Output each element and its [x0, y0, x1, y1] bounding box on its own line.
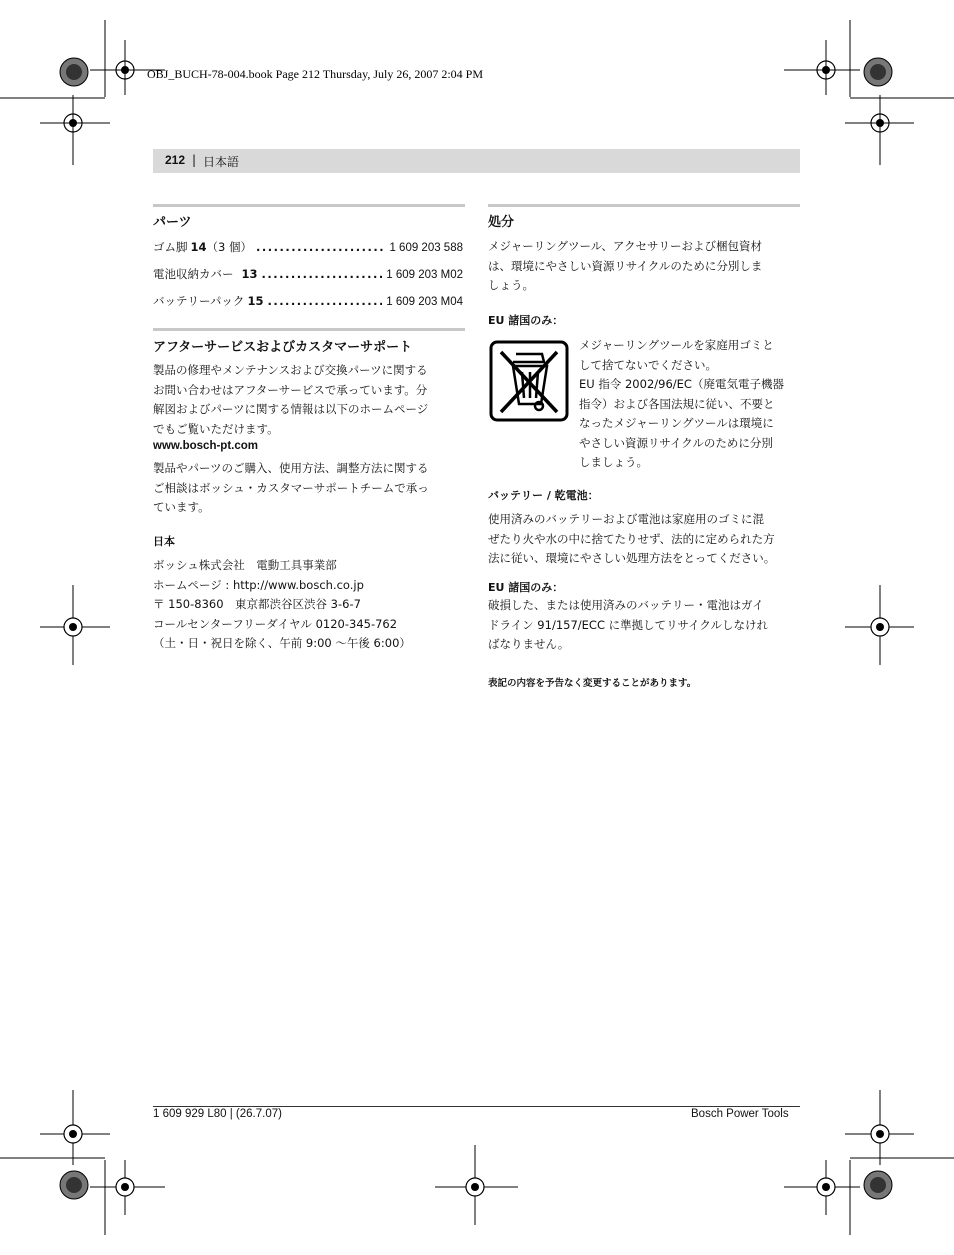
service-title: アフターサービスおよびカスタマーサポート	[153, 340, 413, 355]
address-block	[153, 556, 411, 654]
paragraph-line: EU 指令 2002/96/EC（廃電気電子機器	[579, 377, 784, 391]
print-slug: OBJ_BUCH-78-004.book Page 212 Thursday, July 26, 2007 2:04 PM	[147, 67, 484, 81]
paragraph-line: ばなりません。	[488, 637, 570, 651]
paragraph-line: 製品やパーツのご購入、使用方法、調整方法に関する	[153, 461, 429, 475]
paragraph-line: お問い合わせはアフターサービスで承っています。分	[153, 382, 428, 397]
paragraph-line: 指令）および各国法規に従い、不要と	[579, 396, 775, 411]
paragraph-line: しましょう。	[579, 455, 648, 469]
eu-disposal-text	[579, 336, 784, 473]
paragraph-line: は、環境にやさしい資源リサイクルのために分別しま	[488, 258, 763, 273]
part-code: 1 609 203 M02	[386, 269, 463, 281]
address-line: （土・日・祝日を除く、午前 9:00 〜午後 6:00）	[153, 636, 411, 650]
page-number: 212	[165, 153, 186, 167]
part-name: 電池収納カバー	[153, 267, 234, 281]
paragraph-line: でもご覧いただけます。	[153, 421, 279, 436]
header-language: 日本語	[203, 155, 240, 169]
footer-rule	[153, 1106, 800, 1107]
leader-dots	[267, 294, 382, 308]
disposal-title: 処分	[488, 215, 515, 230]
address-line: ボッシュ株式会社 電動工具事業部	[153, 558, 337, 572]
paragraph-line: 破損した、または使用済みのバッテリー・電池はガイ	[488, 598, 764, 612]
parts-row	[153, 239, 463, 255]
paragraph-line: 製品の修理やメンテナンスおよび交換パーツに関する	[153, 363, 428, 377]
crossed-out-wheelie-bin-icon	[489, 340, 569, 422]
service-text-2	[153, 459, 429, 518]
section-rule	[153, 204, 465, 207]
battery-text	[488, 510, 775, 569]
paragraph-line: メジャーリングツールを家庭用ゴミと	[579, 338, 774, 352]
paragraph-line: 解図およびパーツに関する情報は以下のホームページ	[153, 402, 429, 416]
footer-left: 1 609 929 L80 | (26.7.07)	[153, 1108, 282, 1120]
address-line: 〒 150-8360 東京都渋谷区渋谷 3-6-7	[153, 597, 361, 611]
part-name: ゴム脚	[153, 240, 188, 254]
paragraph-line: ドライン 91/157/ECC に準拠してリサイクルしなけれ	[488, 617, 769, 632]
part-number: 13	[241, 267, 258, 281]
part-code: 1 609 203 M04	[386, 296, 463, 308]
country-heading: 日本	[153, 535, 175, 548]
disposal-intro	[488, 237, 762, 296]
parts-title: パーツ	[153, 215, 192, 230]
part-number: 15	[247, 294, 264, 308]
parts-row	[153, 293, 463, 309]
part-qty: （3 個）	[206, 240, 252, 254]
website-link[interactable]: www.bosch-pt.com	[153, 440, 258, 452]
eu-heading: EU 諸国のみ：	[488, 314, 564, 327]
leader-dots	[256, 240, 385, 254]
paragraph-line: して捨てないでください。	[579, 357, 717, 372]
paragraph-line: ています。	[153, 500, 210, 514]
paragraph-line: しょう。	[488, 278, 534, 292]
paragraph-line: なったメジャーリングツールは環境に	[579, 416, 774, 430]
paragraph-line: やさしい資源リサイクルのために分別	[579, 435, 773, 450]
eu-battery-text	[488, 596, 768, 655]
paragraph-line: 法に従い、環境にやさしい処理方法をとってください。	[488, 551, 776, 565]
section-rule	[488, 204, 800, 207]
footer-right: Bosch Power Tools	[691, 1108, 789, 1120]
paragraph-line: ぜたり火や水の中に捨てたりせず、法的に定められた方	[488, 531, 775, 546]
part-name: バッテリーパック	[153, 294, 245, 308]
eu-heading-2: EU 諸国のみ：	[488, 581, 564, 594]
part-code: 1 609 203 588	[389, 242, 463, 254]
paragraph-line: ご相談はボッシュ・カスタマーサポートチームで承っ	[153, 480, 429, 495]
address-line: ホームページ : http://www.bosch.co.jp	[153, 577, 364, 592]
header-separator: |	[192, 153, 197, 167]
section-rule	[153, 328, 465, 331]
page-header	[153, 149, 800, 173]
battery-heading: バッテリー / 乾電池：	[488, 489, 599, 502]
part-number: 14	[190, 240, 207, 254]
leader-dots	[262, 267, 383, 281]
paragraph-line: 使用済みのバッテリーおよび電池は家庭用のゴミに混	[488, 512, 764, 526]
service-text	[153, 361, 428, 439]
parts-row	[153, 266, 463, 282]
address-line: コールセンターフリーダイヤル 0120-345-762	[153, 616, 398, 631]
paragraph-line: メジャーリングツール、アクセサリーおよび梱包資材	[488, 239, 763, 253]
change-notice: 表記の内容を予告なく変更することがあります。	[488, 678, 697, 689]
